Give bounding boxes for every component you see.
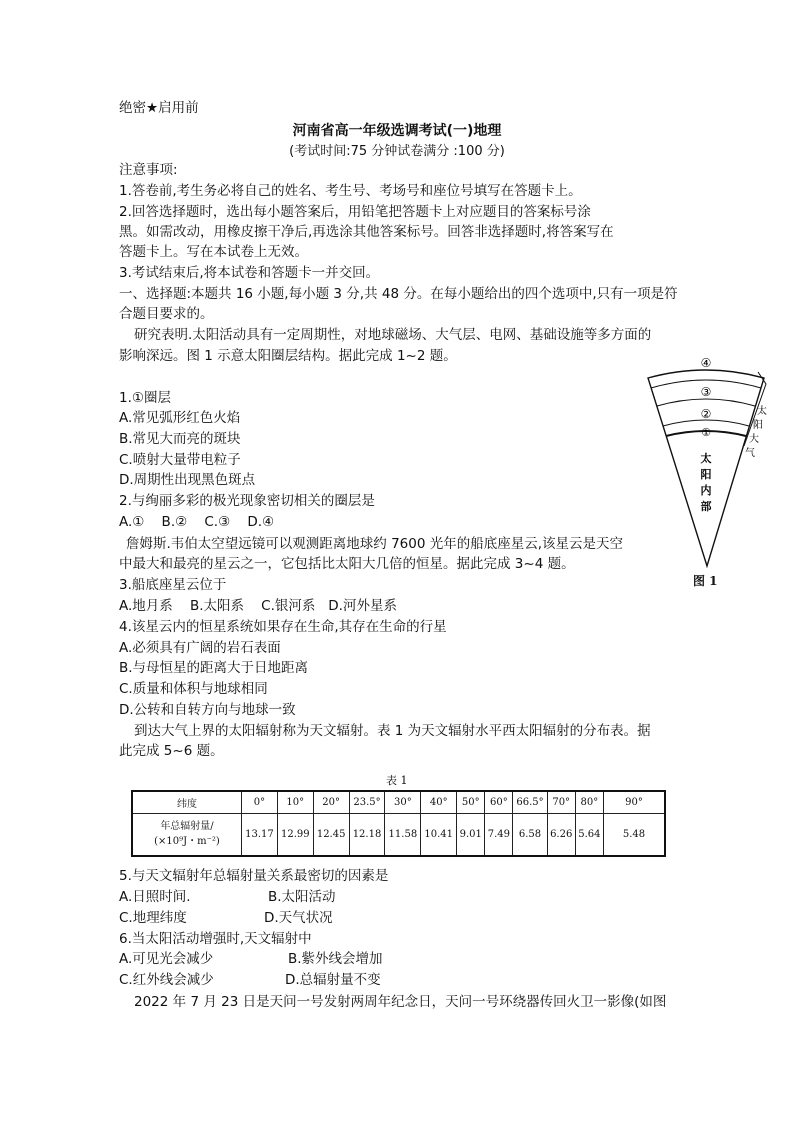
value-cell: 6.26	[547, 813, 575, 856]
latitude-cell: 30°	[385, 791, 421, 813]
value-cell: 12.45	[313, 813, 349, 856]
value-cell: 12.18	[349, 813, 385, 856]
atmosphere-label-char: 气	[745, 448, 755, 459]
latitude-cell: 40°	[421, 791, 457, 813]
layer-label-2: ②	[700, 407, 712, 421]
question-option: B.紫外线会增加	[288, 951, 383, 967]
latitude-cell: 23.5°	[349, 791, 385, 813]
question-option: D.总辐射量不变	[285, 972, 381, 988]
latitude-cell: 10°	[277, 791, 313, 813]
passage-text: 2022 年 7 月 23 日是天问一号发射两周年纪念日，天问一号环绕器传回火卫一影像(如图	[134, 994, 667, 1010]
question-stem: 3.船底座星云位于	[119, 577, 227, 593]
passage-text: 此完成 5~6 题。	[119, 743, 224, 759]
exam-title: 河南省高一年级选调考试(一)地理	[292, 123, 502, 139]
question-stem: 1.①圈层	[119, 390, 171, 406]
notice-line: 答题卡上。写在本试卷上无效。	[119, 244, 308, 260]
question-option: B.常见大而亮的斑块	[119, 431, 241, 447]
layer-label-3: ③	[700, 385, 712, 399]
atmosphere-label-char: 太	[757, 406, 767, 417]
atmosphere-label-char: 阳	[753, 420, 763, 431]
question-options: A.地月系 B.太阳系 C.银河系 D.河外星系	[119, 598, 397, 614]
notice-heading: 注意事项:	[119, 162, 178, 178]
question-option: A.日照时间.	[119, 889, 191, 905]
notice-line: 1.答卷前,考生务必将自己的姓名、考生号、考场号和座位号填写在答题卡上。	[119, 183, 582, 199]
latitude-cell: 70°	[547, 791, 575, 813]
question-stem: 4.该星云内的恒星系统如果存在生命,其存在生命的行星	[119, 619, 447, 635]
question-option: A.可见光会减少	[119, 951, 214, 967]
passage-text: 影响深远。图 1 示意太阳圈层结构。据此完成 1~2 题。	[119, 348, 457, 364]
question-option: D.天气状况	[264, 910, 333, 926]
question-option: D.公转和自转方向与地球一致	[119, 702, 296, 718]
interior-label-char: 部	[700, 500, 712, 513]
value-cell: 10.41	[421, 813, 457, 856]
table-value-row	[132, 813, 665, 856]
atmosphere-label-char: 大	[749, 434, 759, 445]
interior-label-char: 太	[700, 452, 712, 465]
question-option: D.周期性出现黑色斑点	[119, 472, 256, 488]
passage-text: 詹姆斯.韦伯太空望远镜可以观测距离地球约 7600 光年的船底座星云,该星云是天空	[126, 536, 624, 552]
figure-caption: 图 1	[693, 574, 718, 588]
radiation-table	[131, 790, 666, 857]
solar-structure-diagram	[640, 352, 780, 592]
layer-label-4: ④	[700, 356, 712, 370]
question-stem: 2.与绚丽多彩的极光现象密切相关的圈层是	[119, 493, 375, 509]
notice-line: 3.考试结束后,将本试卷和答题卡一并交回。	[119, 265, 380, 281]
exam-subtitle: (考试时间:75 分钟试卷满分 :100 分)	[289, 144, 505, 159]
notice-line: 2.回答选择题时，选出每小题答案后，用铅笔把答题卡上对应题目的答案标号涂	[119, 204, 591, 220]
question-stem: 5.与天文辐射年总辐射量关系最密切的因素是	[119, 868, 389, 884]
question-option: B.与母恒星的距离大于日地距离	[119, 660, 309, 676]
value-cell: 12.99	[277, 813, 313, 856]
table-header-row	[132, 791, 665, 813]
value-cell: 5.64	[575, 813, 603, 856]
interior-label-char: 内	[700, 484, 712, 497]
passage-text: 研究表明.太阳活动具有一定周期性，对地球磁场、大气层、电网、基础设施等多方面的	[134, 327, 652, 343]
table-row-label: 纬度	[132, 791, 242, 813]
latitude-cell: 0°	[242, 791, 278, 813]
value-cell: 13.17	[242, 813, 278, 856]
question-option: A.常见弧形红色火焰	[119, 410, 241, 426]
value-cell: 9.01	[457, 813, 485, 856]
row-label-line: 年总辐射量/	[160, 821, 214, 833]
question-option: C.质量和体积与地球相同	[119, 681, 268, 697]
latitude-cell: 66.5°	[513, 791, 547, 813]
value-cell: 7.49	[485, 813, 513, 856]
latitude-cell: 20°	[313, 791, 349, 813]
table-caption: 表 1	[386, 774, 408, 787]
question-option: C.地理纬度	[119, 910, 187, 926]
question-option: C.喷射大量带电粒子	[119, 452, 241, 468]
question-option: C.红外线会减少	[119, 972, 214, 988]
value-cell: 5.48	[604, 813, 666, 856]
notice-line: 黑。如需改动，用橡皮擦干净后,再选涂其他答案标号。回答非选择题时,将答案写在	[119, 224, 614, 240]
passage-text: 中最大和最亮的星云之一，它包括比太阳大几倍的恒星。据此完成 3~4 题。	[119, 556, 575, 572]
secret-mark: 绝密★启用前	[119, 100, 199, 116]
interior-label-char: 阳	[700, 468, 712, 481]
latitude-cell: 80°	[575, 791, 603, 813]
passage-text: 到达大气上界的太阳辐射称为天文辐射。表 1 为天文辐射水平西太阳辐射的分布表。据	[134, 723, 651, 739]
solar-structure-figure	[640, 352, 780, 592]
question-options: A.① B.② C.③ D.④	[119, 514, 275, 530]
question-option: A.必须具有广阔的岩石表面	[119, 640, 281, 656]
layer-arc	[657, 399, 755, 406]
question-option: B.太阳活动	[268, 889, 336, 905]
value-cell: 6.58	[513, 813, 547, 856]
row-label-line: (×10⁹J・m⁻²)	[154, 836, 220, 848]
layer-label-1: ①	[701, 426, 711, 439]
value-cell: 11.58	[385, 813, 421, 856]
section-intro: 一、选择题:本题共 16 小题,每小题 3 分,共 48 分。在每小题给出的四个选项中,只有一项是符	[119, 286, 678, 302]
latitude-cell: 60°	[485, 791, 513, 813]
section-intro: 合题目要求的。	[119, 306, 214, 322]
latitude-cell: 50°	[457, 791, 485, 813]
table-row-label	[132, 813, 242, 856]
question-stem: 6.当太阳活动增强时,天文辐射中	[119, 931, 312, 947]
latitude-cell: 90°	[604, 791, 666, 813]
